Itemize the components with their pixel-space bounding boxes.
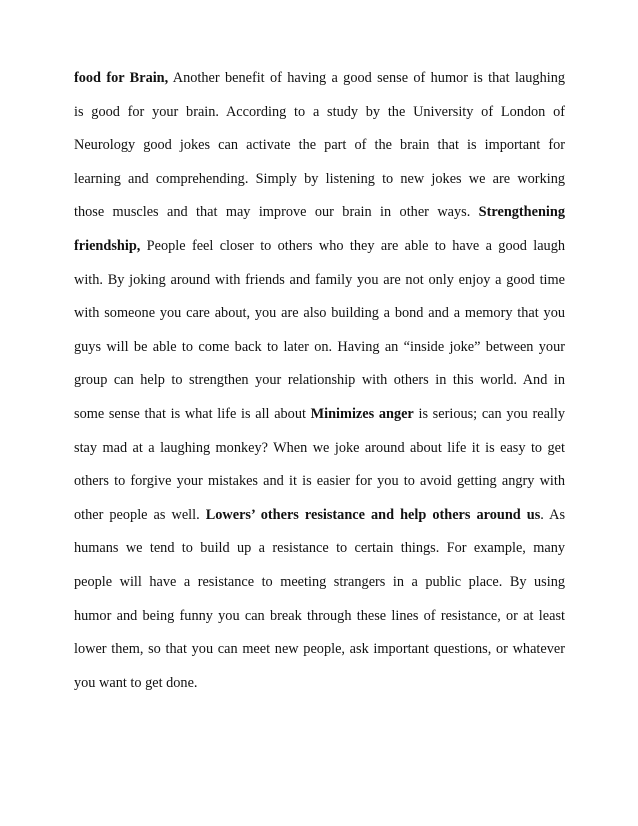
bold-heading-text: friendship, — [74, 237, 141, 254]
text-line — [74, 337, 565, 371]
text-line — [74, 538, 565, 572]
text-segment: is good for your brain. According to a study by the University of London of — [74, 103, 565, 120]
text-line — [74, 270, 565, 304]
text-segment: with. By joking around with friends and family you are not only enjoy a good time — [74, 271, 565, 288]
text-line — [74, 673, 565, 707]
text-line — [74, 404, 565, 438]
text-line — [74, 236, 565, 270]
bold-heading-text: Minimizes anger — [310, 405, 414, 422]
bold-heading-text: Lowers’ others resistance and help others around us — [205, 506, 541, 523]
text-segment: those muscles and that may improve our brain in other ways. — [74, 204, 479, 221]
text-line — [74, 169, 565, 203]
bold-heading-text: Strengthening — [478, 204, 565, 221]
text-line — [74, 202, 565, 236]
text-segment: lower them, so that you can meet new people, ask important questions, or whatever — [74, 641, 565, 658]
text-line — [74, 471, 565, 505]
text-line — [74, 438, 565, 472]
text-line — [74, 135, 565, 169]
bold-heading-text: food for Brain, — [74, 70, 169, 86]
body-paragraph — [74, 68, 565, 706]
text-segment: other people as well. — [74, 506, 206, 523]
text-line — [74, 68, 565, 102]
text-segment: learning and comprehending. Simply by listening to new jokes we are working — [74, 170, 565, 187]
text-segment: People feel closer to others who they are able to have a good laugh — [140, 237, 565, 254]
text-segment: humans we tend to build up a resistance to certain things. For example, many — [74, 540, 565, 557]
text-segment: some sense that is what life is all about — [74, 405, 311, 422]
text-segment: you want to get done. — [74, 674, 198, 691]
text-line — [74, 505, 565, 539]
text-line — [74, 572, 565, 606]
text-segment: stay mad at a laughing monkey? When we joke around about life it is easy to get — [74, 439, 565, 456]
text-segment: others to forgive your mistakes and it is easier for you to avoid getting angry with — [74, 473, 565, 490]
text-segment: guys will be able to come back to later on. Having an “inside joke” between your — [74, 338, 565, 355]
text-segment: group can help to strengthen your relationship with others in this world. And in — [74, 372, 565, 389]
text-line — [74, 606, 565, 640]
text-line — [74, 102, 565, 136]
text-segment: people will have a resistance to meeting strangers in a public place. By using — [74, 573, 565, 590]
text-line — [74, 303, 565, 337]
text-segment: . As — [540, 506, 566, 523]
text-segment: with someone you care about, you are also building a bond and a memory that you — [74, 305, 565, 322]
text-segment: is serious; can you really — [413, 405, 566, 422]
text-segment: humor and being funny you can break through these lines of resistance, or at least — [74, 607, 565, 624]
text-segment: Neurology good jokes can activate the part of the brain that is important for — [74, 137, 565, 154]
text-line — [74, 370, 565, 404]
text-segment: Another benefit of having a good sense of humor is that laughing — [168, 70, 565, 86]
text-line — [74, 639, 565, 673]
